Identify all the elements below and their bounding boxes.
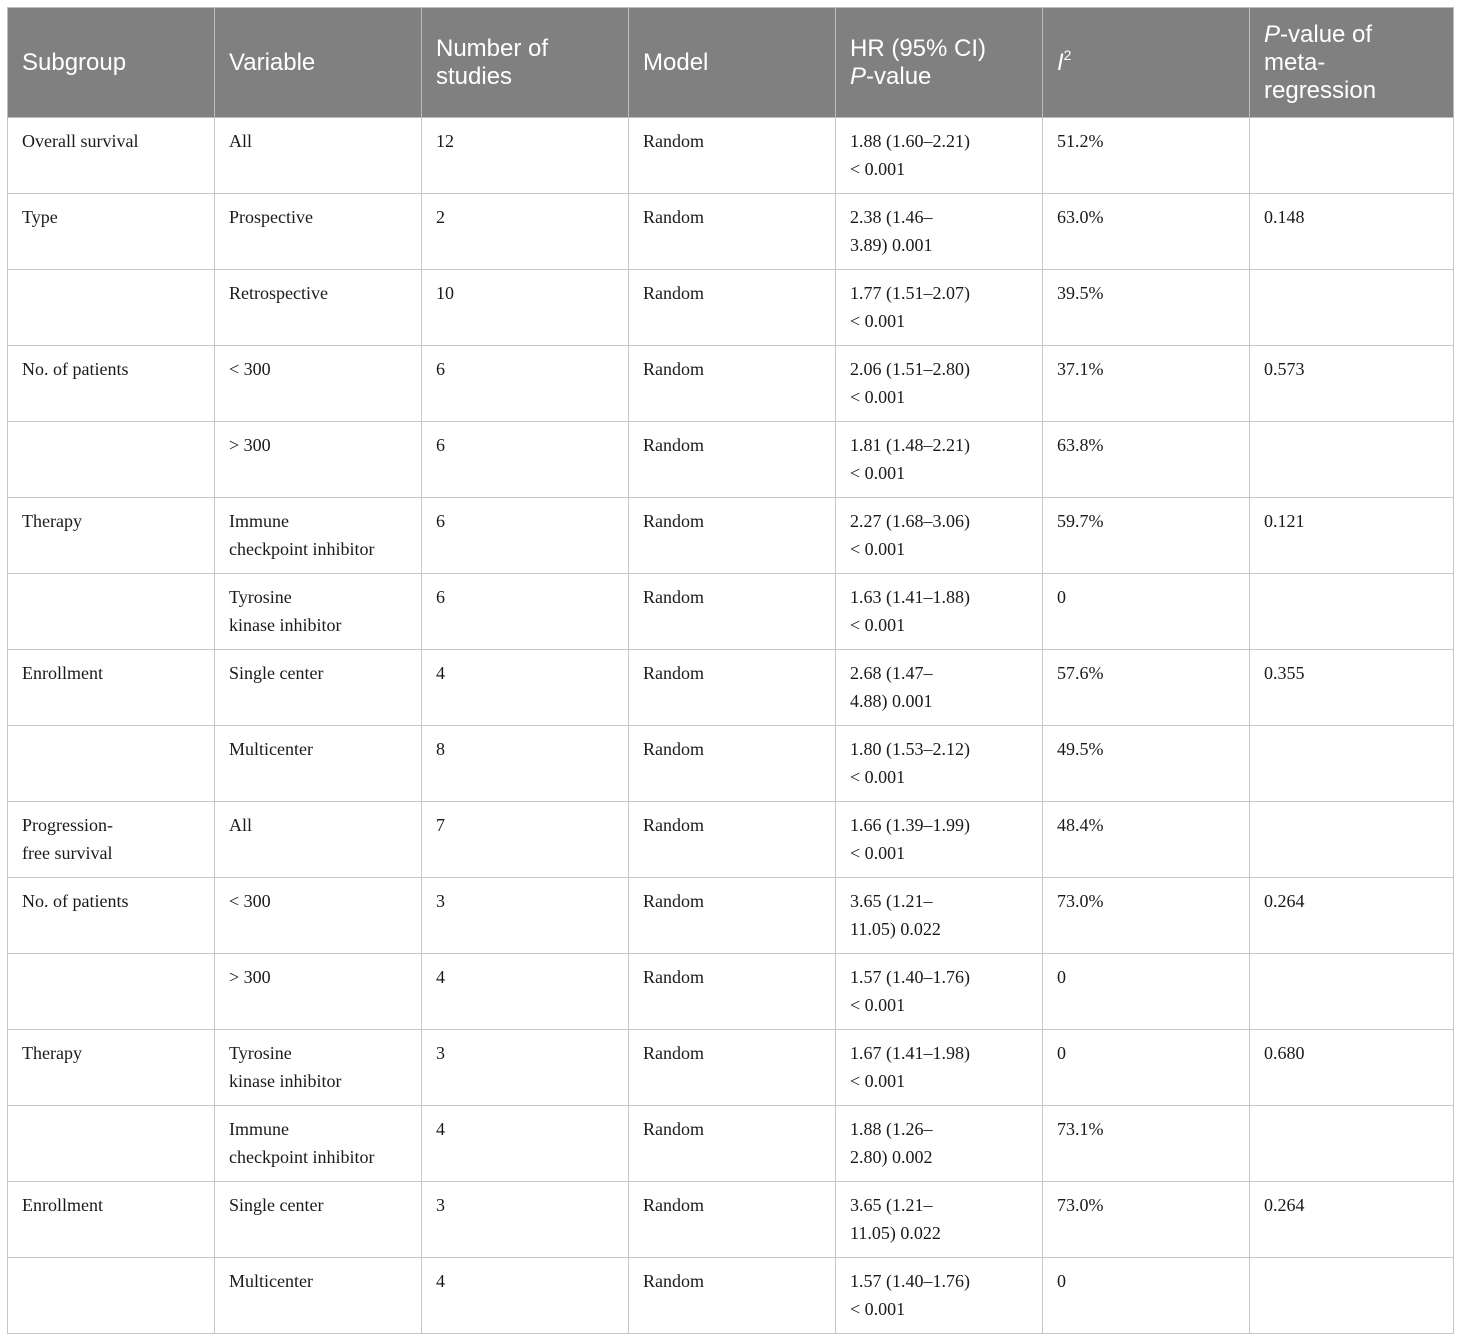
cell-hr-line2: 3.89) 0.001 <box>850 235 933 255</box>
header-hr <box>836 8 1043 118</box>
header-i2-letter: I <box>1057 48 1064 76</box>
table-row <box>8 802 1454 878</box>
cell-studies: 4 <box>422 1106 629 1182</box>
header-pmeta-p-italic: P <box>1264 20 1281 48</box>
header-i-squared <box>1043 8 1250 118</box>
header-pmeta-line1-rest: -value of <box>1280 20 1373 48</box>
cell-variable <box>215 574 422 650</box>
cell-subgroup <box>8 726 215 802</box>
table-row <box>8 346 1454 422</box>
cell-hr-line2: 11.05) 0.022 <box>850 919 941 939</box>
cell-i2: 37.1% <box>1043 346 1250 422</box>
subgroup-analysis-table <box>7 7 1454 1334</box>
cell-i2: 57.6% <box>1043 650 1250 726</box>
table-row <box>8 650 1454 726</box>
cell-hr <box>836 1106 1043 1182</box>
cell-model: Random <box>629 1030 836 1106</box>
cell-variable: All <box>215 802 422 878</box>
cell-variable: Retrospective <box>215 270 422 346</box>
cell-model: Random <box>629 498 836 574</box>
cell-subgroup <box>8 270 215 346</box>
cell-hr <box>836 346 1043 422</box>
header-studies-line2: studies <box>436 62 513 90</box>
header-model <box>629 8 836 118</box>
header-row <box>8 8 1454 118</box>
cell-studies: 12 <box>422 118 629 194</box>
cell-i2: 49.5% <box>1043 726 1250 802</box>
header-p-meta-regression <box>1250 8 1454 118</box>
cell-subgroup <box>8 1258 215 1334</box>
cell-hr <box>836 194 1043 270</box>
header-i2-superscript: 2 <box>1063 46 1072 63</box>
cell-pmeta: 0.264 <box>1250 1182 1454 1258</box>
header-model-label: Model <box>643 48 709 76</box>
cell-hr <box>836 954 1043 1030</box>
cell-variable <box>215 1106 422 1182</box>
header-variable <box>215 8 422 118</box>
header-subgroup <box>8 8 215 118</box>
cell-i2: 63.0% <box>1043 194 1250 270</box>
cell-pmeta <box>1250 270 1454 346</box>
cell-studies: 10 <box>422 270 629 346</box>
cell-hr-line1: 2.68 (1.47– <box>850 663 933 683</box>
table-row <box>8 726 1454 802</box>
cell-variable: Prospective <box>215 194 422 270</box>
cell-pmeta <box>1250 118 1454 194</box>
table-row <box>8 574 1454 650</box>
cell-variable: All <box>215 118 422 194</box>
cell-i2: 51.2% <box>1043 118 1250 194</box>
cell-model: Random <box>629 574 836 650</box>
cell-pmeta: 0.680 <box>1250 1030 1454 1106</box>
cell-studies: 6 <box>422 346 629 422</box>
cell-studies: 4 <box>422 954 629 1030</box>
cell-subgroup: No. of patients <box>8 346 215 422</box>
cell-i2: 0 <box>1043 574 1250 650</box>
cell-hr-line2: 2.80) 0.002 <box>850 1147 933 1167</box>
cell-variable-line1: Tyrosine <box>229 587 292 607</box>
cell-hr-line2: < 0.001 <box>850 995 906 1015</box>
cell-subgroup: Enrollment <box>8 650 215 726</box>
cell-subgroup: Therapy <box>8 498 215 574</box>
table-row <box>8 270 1454 346</box>
cell-pmeta <box>1250 726 1454 802</box>
header-number-of-studies <box>422 8 629 118</box>
cell-hr-line1: 1.57 (1.40–1.76) <box>850 967 970 987</box>
header-hr-p-italic: P <box>850 62 867 90</box>
cell-hr-line1: 2.06 (1.51–2.80) <box>850 359 970 379</box>
cell-studies: 2 <box>422 194 629 270</box>
cell-hr-line2: < 0.001 <box>850 539 906 559</box>
cell-subgroup: Therapy <box>8 1030 215 1106</box>
cell-i2: 73.0% <box>1043 1182 1250 1258</box>
table-header <box>8 8 1454 118</box>
cell-variable: Single center <box>215 650 422 726</box>
cell-hr-line1: 1.80 (1.53–2.12) <box>850 739 970 759</box>
cell-model: Random <box>629 802 836 878</box>
cell-variable-line1: Immune <box>229 511 289 531</box>
cell-variable-line2: checkpoint inhibitor <box>229 1147 375 1167</box>
cell-hr-line2: < 0.001 <box>850 843 906 863</box>
cell-subgroup: Overall survival <box>8 118 215 194</box>
cell-hr <box>836 650 1043 726</box>
cell-hr-line2: 4.88) 0.001 <box>850 691 933 711</box>
cell-variable: Single center <box>215 1182 422 1258</box>
cell-studies: 6 <box>422 574 629 650</box>
table-row <box>8 1106 1454 1182</box>
cell-subgroup <box>8 954 215 1030</box>
cell-hr-line2: < 0.001 <box>850 1299 906 1319</box>
cell-hr-line1: 2.27 (1.68–3.06) <box>850 511 970 531</box>
cell-pmeta: 0.148 <box>1250 194 1454 270</box>
table-row <box>8 1258 1454 1334</box>
cell-i2: 73.0% <box>1043 878 1250 954</box>
cell-subgroup-line2: free survival <box>22 843 113 863</box>
cell-pmeta: 0.264 <box>1250 878 1454 954</box>
cell-hr-line1: 1.88 (1.60–2.21) <box>850 131 970 151</box>
cell-i2: 0 <box>1043 954 1250 1030</box>
cell-hr <box>836 574 1043 650</box>
table-row <box>8 422 1454 498</box>
cell-subgroup <box>8 802 215 878</box>
cell-hr-line1: 1.88 (1.26– <box>850 1119 933 1139</box>
cell-pmeta <box>1250 954 1454 1030</box>
cell-variable: < 300 <box>215 878 422 954</box>
cell-pmeta <box>1250 574 1454 650</box>
table-body <box>8 118 1454 1334</box>
cell-studies: 6 <box>422 498 629 574</box>
cell-pmeta: 0.573 <box>1250 346 1454 422</box>
table-row <box>8 1182 1454 1258</box>
cell-variable: < 300 <box>215 346 422 422</box>
cell-i2: 59.7% <box>1043 498 1250 574</box>
table-row <box>8 498 1454 574</box>
cell-hr <box>836 1030 1043 1106</box>
cell-variable-line2: kinase inhibitor <box>229 1071 342 1091</box>
cell-hr <box>836 1182 1043 1258</box>
cell-hr-line2: < 0.001 <box>850 615 906 635</box>
cell-pmeta <box>1250 422 1454 498</box>
cell-i2: 63.8% <box>1043 422 1250 498</box>
cell-i2: 73.1% <box>1043 1106 1250 1182</box>
cell-subgroup: Enrollment <box>8 1182 215 1258</box>
cell-hr-line1: 1.77 (1.51–2.07) <box>850 283 970 303</box>
cell-studies: 8 <box>422 726 629 802</box>
cell-studies: 3 <box>422 1030 629 1106</box>
cell-hr-line2: < 0.001 <box>850 1071 906 1091</box>
header-hr-p-rest: -value <box>866 62 932 90</box>
cell-subgroup <box>8 422 215 498</box>
cell-hr-line1: 3.65 (1.21– <box>850 1195 933 1215</box>
cell-hr-line2: < 0.001 <box>850 311 906 331</box>
cell-hr-line2: < 0.001 <box>850 387 906 407</box>
cell-model: Random <box>629 1106 836 1182</box>
cell-subgroup: Type <box>8 194 215 270</box>
cell-hr <box>836 498 1043 574</box>
table-row <box>8 878 1454 954</box>
cell-hr <box>836 118 1043 194</box>
table-row <box>8 954 1454 1030</box>
cell-hr <box>836 1258 1043 1334</box>
cell-i2: 48.4% <box>1043 802 1250 878</box>
cell-hr-line2: 11.05) 0.022 <box>850 1223 941 1243</box>
table-row <box>8 118 1454 194</box>
cell-pmeta <box>1250 1258 1454 1334</box>
cell-i2: 0 <box>1043 1258 1250 1334</box>
cell-model: Random <box>629 346 836 422</box>
cell-hr-line1: 2.38 (1.46– <box>850 207 933 227</box>
cell-variable-line1: Immune <box>229 1119 289 1139</box>
cell-variable: > 300 <box>215 954 422 1030</box>
cell-studies: 6 <box>422 422 629 498</box>
cell-variable-line1: Tyrosine <box>229 1043 292 1063</box>
cell-subgroup-line1: Progression- <box>22 815 113 835</box>
table-row <box>8 194 1454 270</box>
cell-variable <box>215 498 422 574</box>
cell-hr-line1: 3.65 (1.21– <box>850 891 933 911</box>
cell-model: Random <box>629 1258 836 1334</box>
cell-variable-line2: checkpoint inhibitor <box>229 539 375 559</box>
cell-hr-line1: 1.67 (1.41–1.98) <box>850 1043 970 1063</box>
header-variable-label: Variable <box>229 48 316 76</box>
cell-model: Random <box>629 954 836 1030</box>
header-hr-line1: HR (95% CI) <box>850 34 987 62</box>
cell-studies: 4 <box>422 1258 629 1334</box>
cell-variable: > 300 <box>215 422 422 498</box>
cell-model: Random <box>629 1182 836 1258</box>
cell-model: Random <box>629 726 836 802</box>
cell-i2: 0 <box>1043 1030 1250 1106</box>
cell-studies: 3 <box>422 878 629 954</box>
cell-studies: 3 <box>422 1182 629 1258</box>
header-studies-line1: Number of <box>436 34 549 62</box>
cell-model: Random <box>629 422 836 498</box>
cell-hr-line1: 1.57 (1.40–1.76) <box>850 1271 970 1291</box>
cell-i2: 39.5% <box>1043 270 1250 346</box>
cell-model: Random <box>629 650 836 726</box>
cell-hr-line2: < 0.001 <box>850 159 906 179</box>
cell-variable <box>215 1030 422 1106</box>
cell-hr-line2: < 0.001 <box>850 463 906 483</box>
cell-hr <box>836 802 1043 878</box>
cell-hr <box>836 878 1043 954</box>
cell-model: Random <box>629 270 836 346</box>
header-subgroup-label: Subgroup <box>22 48 127 76</box>
cell-hr-line1: 1.63 (1.41–1.88) <box>850 587 970 607</box>
cell-pmeta <box>1250 802 1454 878</box>
cell-hr-line1: 1.66 (1.39–1.99) <box>850 815 970 835</box>
cell-subgroup <box>8 1106 215 1182</box>
cell-variable-line2: kinase inhibitor <box>229 615 342 635</box>
cell-hr <box>836 270 1043 346</box>
cell-studies: 4 <box>422 650 629 726</box>
table-row <box>8 1030 1454 1106</box>
cell-model: Random <box>629 878 836 954</box>
cell-subgroup: No. of patients <box>8 878 215 954</box>
cell-subgroup <box>8 574 215 650</box>
cell-hr <box>836 422 1043 498</box>
header-pmeta-line2: meta- <box>1264 48 1326 76</box>
cell-hr-line1: 1.81 (1.48–2.21) <box>850 435 970 455</box>
subgroup-analysis-table-container <box>7 7 1453 1334</box>
cell-hr-line2: < 0.001 <box>850 767 906 787</box>
cell-pmeta <box>1250 1106 1454 1182</box>
cell-pmeta: 0.355 <box>1250 650 1454 726</box>
cell-model: Random <box>629 194 836 270</box>
cell-variable: Multicenter <box>215 726 422 802</box>
cell-hr <box>836 726 1043 802</box>
cell-variable: Multicenter <box>215 1258 422 1334</box>
cell-pmeta: 0.121 <box>1250 498 1454 574</box>
cell-studies: 7 <box>422 802 629 878</box>
header-pmeta-line3: regression <box>1264 76 1377 104</box>
cell-model: Random <box>629 118 836 194</box>
